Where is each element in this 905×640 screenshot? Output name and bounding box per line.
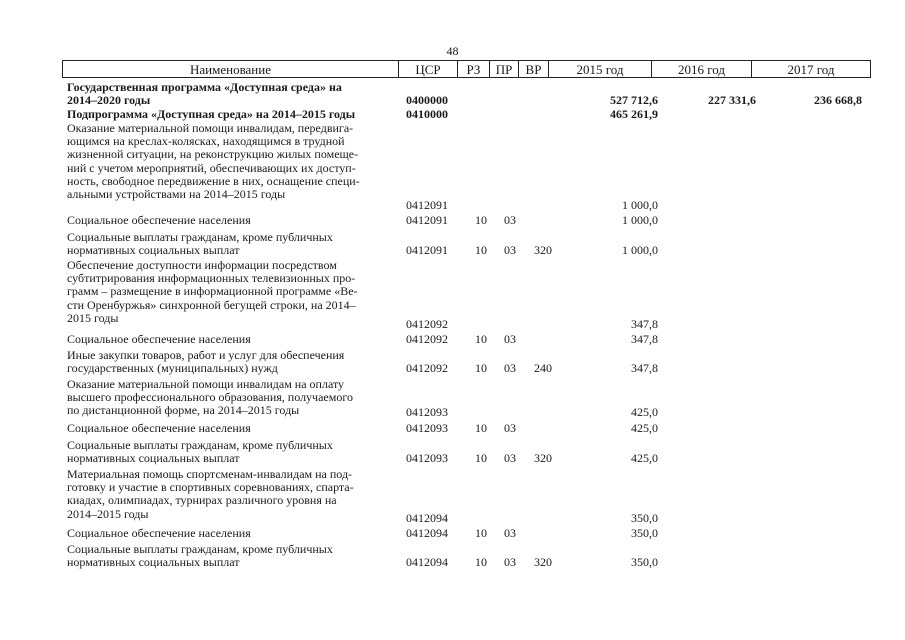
row-2015: 350,0 [631,555,658,569]
row-2015: 425,0 [631,451,658,465]
row-name: Оказание материальной помощи инвалидам на оплату высшего профессионального образования, получаемого по дистанционной форме, на 2014–2015 годы [67,377,353,418]
row-name: Социальное обеспечение населения [67,526,251,540]
row-rz: 10 [475,526,487,540]
row-name: Подпрограмма «Доступная среда» на 2014–2015 годы [67,107,356,121]
row-vr: 240 [534,361,552,375]
row-csr: 0412094 [406,526,448,540]
row-2015: 1 000,0 [622,198,658,212]
row-csr: 0400000 [406,93,448,107]
row-2015: 1 000,0 [622,213,658,227]
row-2015: 347,8 [631,361,658,375]
row-2017: 236 668,8 [814,93,862,107]
row-2015: 425,0 [631,405,658,419]
row-2016: 227 331,6 [708,93,756,107]
row-2015: 527 712,6 [610,93,658,107]
row-pr: 03 [504,421,516,435]
row-rz: 10 [475,421,487,435]
row-rz: 10 [475,332,487,346]
row-name: Материальная помощь спортсменам-инвалидам на под- готовку и участие в спортивных соревнованиях, спарта- киадах, олимпиадах, турнирах различного уровня на 2014–2015 годы [67,467,354,521]
row-pr: 03 [504,526,516,540]
header-2015: 2015 год [549,61,652,78]
row-rz: 10 [475,243,487,257]
row-vr: 320 [534,451,552,465]
row-pr: 03 [504,451,516,465]
row-name: Социальные выплаты гражданам, кроме публичных нормативных социальных выплат [67,438,333,466]
row-pr: 03 [504,361,516,375]
row-name: Социальное обеспечение населения [67,421,251,435]
row-csr: 0412092 [406,317,448,331]
row-rz: 10 [475,361,487,375]
row-2015: 1 000,0 [622,243,658,257]
row-csr: 0412091 [406,213,448,227]
header-csr: ЦСР [399,61,458,78]
row-csr: 0412094 [406,511,448,525]
header-name: Наименование [63,61,399,78]
row-2015: 347,8 [631,317,658,331]
header-rz: РЗ [458,61,490,78]
row-name: Социальное обеспечение населения [67,213,251,227]
header-vr: ВР [519,61,549,78]
row-name: Социальные выплаты гражданам, кроме публичных нормативных социальных выплат [67,230,333,258]
row-rz: 10 [475,451,487,465]
row-csr: 0412093 [406,405,448,419]
row-pr: 03 [504,243,516,257]
row-vr: 320 [534,555,552,569]
row-2015: 347,8 [631,332,658,346]
header-2017: 2017 год [752,61,871,78]
row-csr: 0412091 [406,198,448,212]
row-name: Иные закупки товаров, работ и услуг для обеспечения государственных (муниципальных) нужд [67,348,345,376]
row-vr: 320 [534,243,552,257]
row-rz: 10 [475,555,487,569]
row-pr: 03 [504,332,516,346]
row-pr: 03 [504,213,516,227]
row-csr: 0412094 [406,555,448,569]
row-name: Социальные выплаты гражданам, кроме публичных нормативных социальных выплат [67,542,333,570]
row-name: Социальное обеспечение населения [67,332,251,346]
page-number: 48 [446,44,459,58]
row-csr: 0412091 [406,243,448,257]
row-name: Государственная программа «Доступная среда» на 2014–2020 годы [67,80,342,108]
row-rz: 10 [475,213,487,227]
row-csr: 0412093 [406,451,448,465]
row-2015: 425,0 [631,421,658,435]
row-pr: 03 [504,555,516,569]
row-csr: 0410000 [406,107,448,121]
row-2015: 465 261,9 [610,107,658,121]
row-name: Оказание материальной помощи инвалидам, передвига- ющимся на креслах-колясках, находящимся в трудной жизненной ситуации, на реконструкцию жилых помеще- ний с учетом мероприятий, обеспечивающих их доступ- ность, свободное передвижение в них, оснащение специ- альными устройствами на 2014–2015 годы [67,121,360,202]
row-csr: 0412093 [406,421,448,435]
row-2015: 350,0 [631,526,658,540]
header-2016: 2016 год [652,61,752,78]
header-pr: ПР [490,61,519,78]
row-csr: 0412092 [406,361,448,375]
row-2015: 350,0 [631,511,658,525]
row-csr: 0412092 [406,332,448,346]
row-name: Обеспечение доступности информации посредством субтитрирования информационных телевизионных про- грамм – размещение в информационной программе «Ве- сти Оренбуржья» синхронной бегущей строки, на 2014– 2015 годы [67,258,358,325]
